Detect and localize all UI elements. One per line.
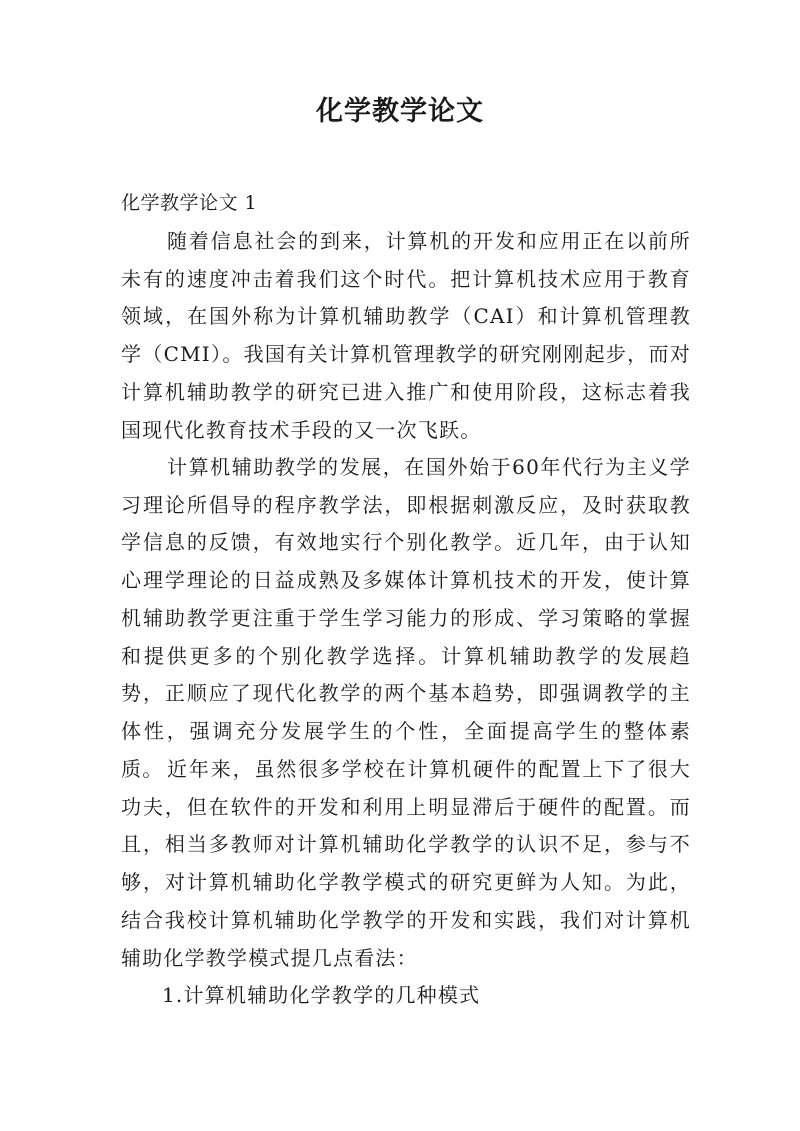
paragraph-1: 随着信息社会的到来，计算机的开发和应用正在以前所未有的速度冲击着我们这个时代。把计算机技术应用于教育领域，在国外称为计算机辅助教学（CAI）和计算机管理教学（CMI）。我国有关计算机管理教学的研究刚刚起步，而对计算机辅助教学的研究已进入推广和使用阶段，这标志着我国现代化教育技术手段的又一次飞跃。 xyxy=(121,229,691,442)
document-title: 化学教学论文 xyxy=(316,96,484,127)
list-item-1: 1.计算机辅助化学教学的几种模式 xyxy=(162,983,481,1007)
paragraph-2: 计算机辅助教学的发展，在国外始于60年代行为主义学习理论所倡导的程序教学法，即根据刺激反应，及时获取教学信息的反馈，有效地实行个别化教学。近几年，由于认知心理学理论的日益成熟及多媒体计算机技术的开发，使计算机辅助教学更注重于学生学习能力的形成、学习策略的掌握和提供更多的个别化教学选择。计算机辅助教学的发展趋势，正顺应了现代化教学的两个基本趋势，即强调教学的主体性，强调充分发展学生的个性，全面提高学生的整体素质。 xyxy=(121,455,691,781)
paragraph-3: 近年来，虽然很多学校在计算机硬件的配置上下了很大功夫，但在软件的开发和利用上明显滞后于硬件的配置。而且，相当多教师对计算机辅助化学教学的认识不足，参与不够，对计算机辅助化学教学模式的研究更鲜为人知。为此，结合我校计算机辅助化学教学的开发和实践，我们对计算机辅助化学教学模式提几点看法： xyxy=(121,757,691,970)
section-heading: 化学教学论文 1 xyxy=(121,192,258,214)
